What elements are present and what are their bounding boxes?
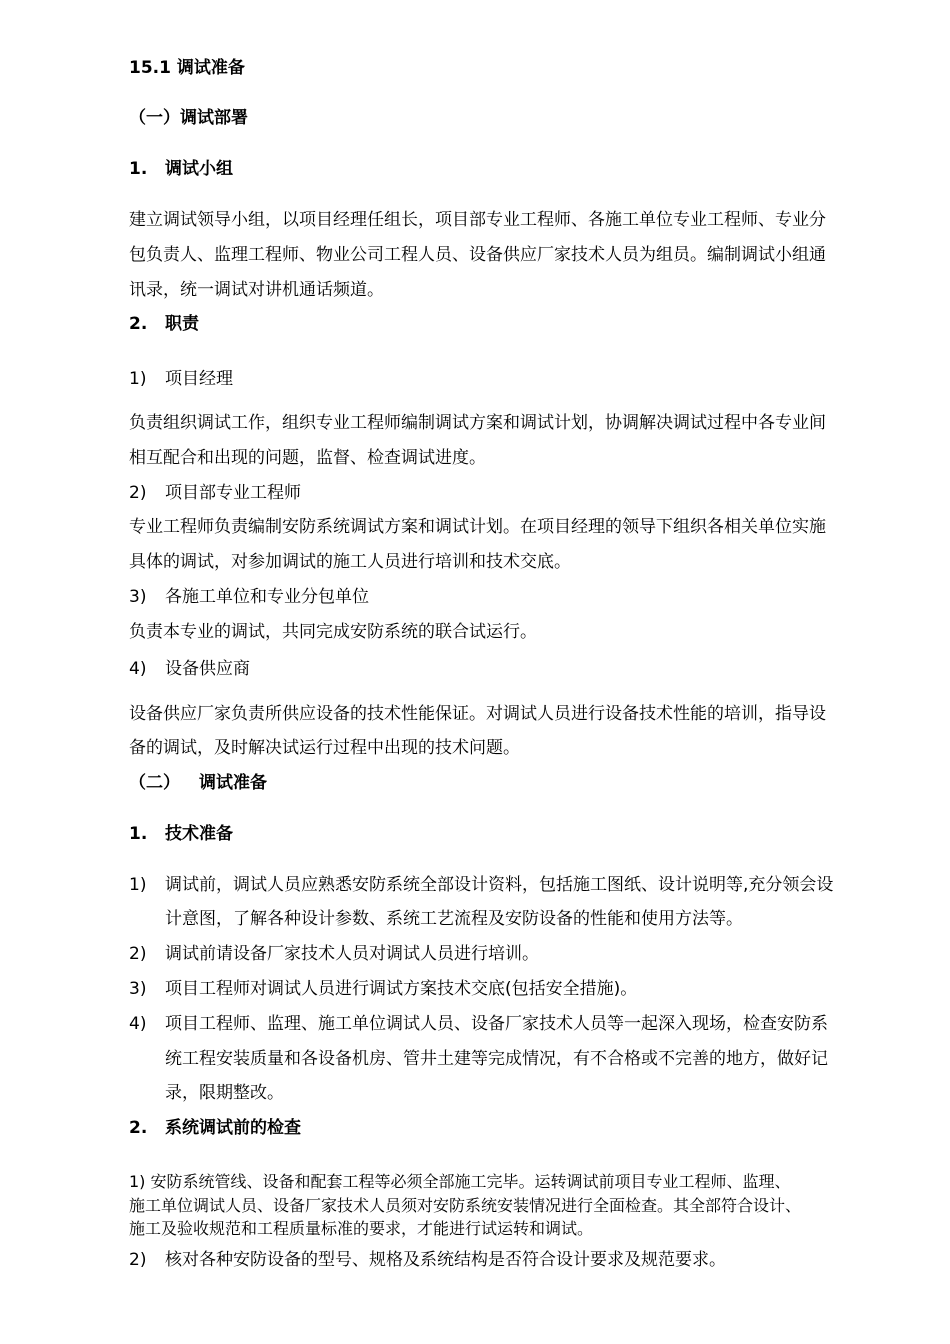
paragraph-line: 相互配合和出现的问题，监督、检查调试进度。 [129,448,486,468]
heading-number: 1. [129,159,148,179]
item-number: 2) [129,944,147,964]
heading-number: 1. [129,824,148,844]
item-number: 3) [129,979,147,999]
paragraph-line: 专业工程师负责编制安防系统调试方案和调试计划。在项目经理的领导下组织各相关单位实施 [129,517,826,537]
heading-text: 系统调试前的检查 [165,1118,301,1138]
section2-sub1-heading [129,824,233,844]
role-heading [129,483,301,503]
role-title: 设备供应商 [165,659,250,679]
heading-number: 2. [129,314,148,334]
paragraph-line: 负责本专业的调试，共同完成安防系统的联合试运行。 [129,622,537,642]
list-item [129,1014,828,1034]
item-text: 核对各种安防设备的型号、规格及系统结构是否符合设计要求及规范要求。 [165,1250,726,1270]
heading-text: 技术准备 [165,824,233,844]
list-item-continuation: 计意图，了解各种设计参数、系统工艺流程及安防设备的性能和使用方法等。 [165,909,743,929]
main-heading: 15.1 调试准备 [129,58,245,78]
section-number: （二） [129,773,180,793]
role-title: 各施工单位和专业分包单位 [165,587,369,607]
section1-title: （一）调试部署 [129,108,248,128]
list-item-continuation: 统工程安装质量和各设备机房、管井土建等完成情况，有不合格或不完善的地方，做好记 [165,1049,828,1069]
heading-text: 职责 [165,314,199,334]
paragraph-line: 1) 安防系统管线、设备和配套工程等必须全部施工完毕。运转调试前项目专业工程师、监理、 [129,1172,791,1191]
item-number: 2) [129,483,147,503]
paragraph-line: 设备供应厂家负责所供应设备的技术性能保证。对调试人员进行设备技术性能的培训，指导设 [129,704,826,724]
item-text: 调试前请设备厂家技术人员对调试人员进行培训。 [165,944,539,964]
heading-text: 调试小组 [165,159,233,179]
paragraph-line: 具体的调试，对参加调试的施工人员进行培训和技术交底。 [129,552,571,572]
list-item [129,1250,726,1270]
item-text: 项目工程师对调试人员进行调试方案技术交底(包括安全措施)。 [165,979,638,999]
paragraph-line: 负责组织调试工作，组织专业工程师编制调试方案和调试计划，协调解决调试过程中各专业间 [129,413,826,433]
item-text: 项目工程师、监理、施工单位调试人员、设备厂家技术人员等一起深入现场，检查安防系 [165,1014,828,1034]
paragraph-line: 包负责人、监理工程师、物业公司工程人员、设备供应厂家技术人员为组员。编制调试小组通 [129,245,826,265]
list-item-continuation: 录，限期整改。 [165,1083,284,1103]
item-number: 1) [129,875,147,895]
section1-sub2-heading [129,314,199,334]
item-number: 3) [129,587,147,607]
section1-sub1-heading [129,159,233,179]
role-title: 项目部专业工程师 [165,483,301,503]
paragraph-line: 施工及验收规范和工程质量标准的要求，才能进行试运转和调试。 [129,1219,594,1238]
item-number: 2) [129,1250,147,1270]
paragraph-line: 备的调试，及时解决试运行过程中出现的技术问题。 [129,738,520,758]
section2-sub2-heading [129,1118,301,1138]
role-heading [129,659,250,679]
item-number: 1) [129,369,147,389]
item-number: 4) [129,659,147,679]
role-heading [129,369,233,389]
list-item [129,979,637,999]
paragraph-line: 施工单位调试人员、设备厂家技术人员须对安防系统安装情况进行全面检查。其全部符合设计、 [129,1196,802,1215]
heading-number: 2. [129,1118,148,1138]
list-item [129,875,833,895]
paragraph-line: 讯录，统一调试对讲机通话频道。 [129,280,384,300]
item-number: 4) [129,1014,147,1034]
list-item [129,944,539,964]
section2-title [129,773,267,793]
paragraph-line: 建立调试领导小组，以项目经理任组长，项目部专业工程师、各施工单位专业工程师、专业分 [129,210,826,230]
section-text: 调试准备 [199,773,267,793]
role-title: 项目经理 [165,369,233,389]
item-text: 调试前，调试人员应熟悉安防系统全部设计资料，包括施工图纸、设计说明等,充分领会设 [165,875,834,895]
role-heading [129,587,369,607]
